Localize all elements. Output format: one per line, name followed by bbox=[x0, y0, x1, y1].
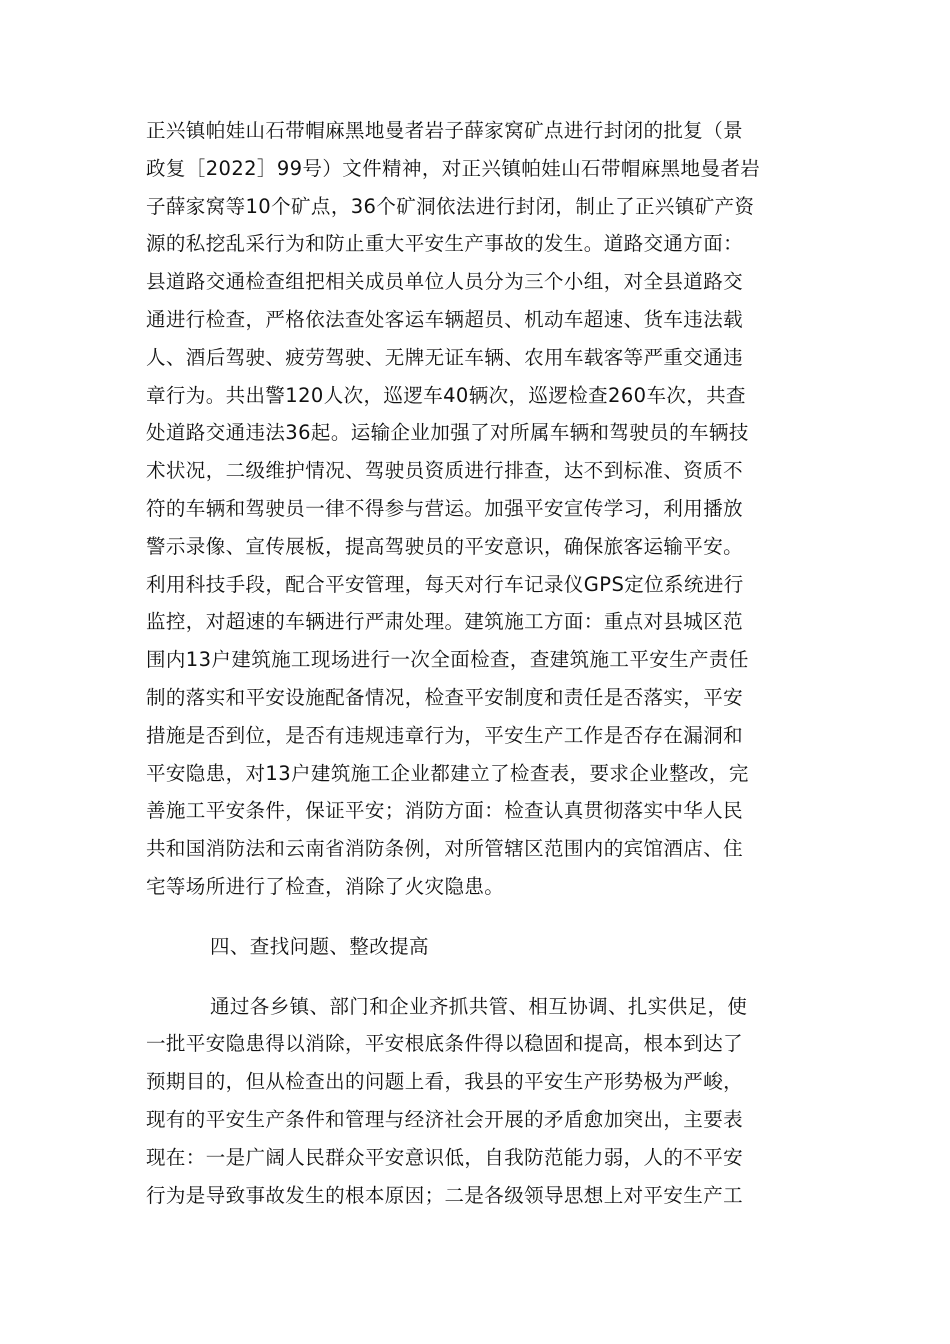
text-line: 行为是导致事故发生的根本原因；二是各级领导思想上对平安生产工 bbox=[146, 1183, 744, 1207]
paragraph-gap bbox=[146, 966, 806, 988]
text-line: 警示录像、宣传展板，提高驾驶员的平安意识，确保旅客运输平安。 bbox=[146, 534, 744, 558]
text-line: 宅等场所进行了检查，消除了火灾隐患。 bbox=[146, 874, 505, 898]
text-line: 围内13户建筑施工现场进行一次全面检查，查建筑施工平安生产责任 bbox=[146, 648, 749, 672]
text-line: 制的落实和平安设施配备情况，检查平安制度和责任是否落实，平安 bbox=[146, 685, 744, 709]
text-line: 子薛家窝等10个矿点，36个矿洞依法进行封闭，制止了正兴镇矿产资 bbox=[146, 194, 755, 218]
body-paragraph-2 bbox=[146, 988, 806, 1215]
paragraph-gap bbox=[146, 906, 806, 928]
text-line: 章行为。共出警120人次，巡逻车40辆次，巡逻检查260车次，共查 bbox=[146, 383, 746, 407]
text-line: 善施工平安条件，保证平安；消防方面：检查认真贯彻落实中华人民 bbox=[146, 799, 744, 823]
text-line: 共和国消防法和云南省消防条例，对所管辖区范围内的宾馆酒店、住 bbox=[146, 837, 744, 861]
text-line: 一批平安隐患得以消除，平安根底条件得以稳固和提高，根本到达了 bbox=[146, 1032, 744, 1056]
text-line: 利用科技手段，配合平安管理，每天对行车记录仪GPS定位系统进行 bbox=[146, 572, 744, 596]
text-line: 通进行检查，严格依法查处客运车辆超员、机动车超速、货车违法载 bbox=[146, 307, 744, 331]
text-line: 人、酒后驾驶、疲劳驾驶、无牌无证车辆、农用车载客等严重交通违 bbox=[146, 345, 744, 369]
body-paragraph-1 bbox=[146, 112, 806, 906]
text-line: 县道路交通检查组把相关成员单位人员分为三个小组，对全县道路交 bbox=[146, 270, 744, 294]
text-line: 术状况，二级维护情况、驾驶员资质进行排查，达不到标准、资质不 bbox=[146, 459, 744, 483]
text-line: 政复［2022］99号）文件精神，对正兴镇帕娃山石带帽麻黑地曼者岩 bbox=[146, 156, 761, 180]
text-line: 监控，对超速的车辆进行严肃处理。建筑施工方面：重点对县城区范 bbox=[146, 610, 744, 634]
text-line: 符的车辆和驾驶员一律不得参与营运。加强平安宣传学习，利用播放 bbox=[146, 496, 744, 520]
text-line: 正兴镇帕娃山石带帽麻黑地曼者岩子薛家窝矿点进行封闭的批复（景 bbox=[146, 119, 744, 142]
document-page bbox=[146, 112, 806, 1214]
text-line: 措施是否到位，是否有违规违章行为，平安生产工作是否存在漏洞和 bbox=[146, 723, 744, 747]
text-line: 现有的平安生产条件和管理与经济社会开展的矛盾愈加突出，主要表 bbox=[146, 1107, 744, 1131]
text-line: 预期目的，但从检查出的问题上看，我县的平安生产形势极为严峻， bbox=[146, 1070, 744, 1094]
text-line: 处道路交通违法36起。运输企业加强了对所属车辆和驾驶员的车辆技 bbox=[146, 421, 749, 445]
text-line: 平安隐患，对13户建筑施工企业都建立了检查表，要求企业整改，完 bbox=[146, 761, 749, 785]
text-line: 源的私挖乱采行为和防止重大平安生产事故的发生。道路交通方面： bbox=[146, 232, 744, 256]
text-line: 通过各乡镇、部门和企业齐抓共管、相互协调、扎实供足，使 bbox=[210, 994, 748, 1018]
text-line: 现在：一是广阔人民群众平安意识低，自我防范能力弱，人的不平安 bbox=[146, 1145, 744, 1169]
section-heading: 四、查找问题、整改提高 bbox=[210, 934, 429, 958]
